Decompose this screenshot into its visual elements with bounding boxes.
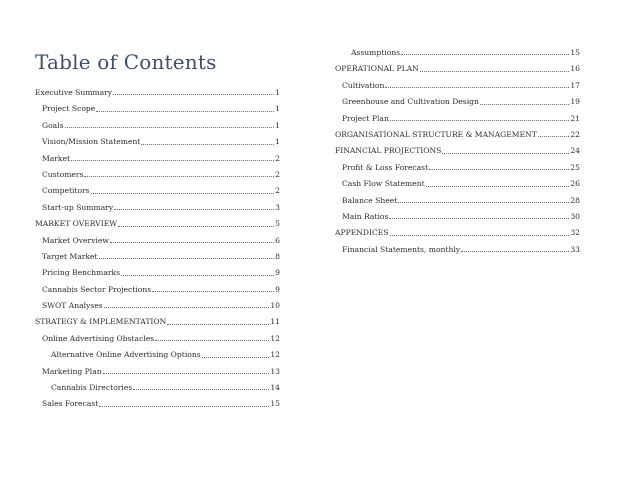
toc-entry[interactable] <box>335 78 580 94</box>
toc-entry-page-number: 1 <box>275 137 280 147</box>
dot-leader <box>103 373 270 374</box>
toc-entry[interactable] <box>35 298 280 314</box>
toc-entry[interactable] <box>335 225 580 241</box>
toc-entry-label: Market Overview <box>42 235 109 245</box>
toc-entry-label: ORGANISATIONAL STRUCTURE & MANAGEMENT <box>335 129 537 139</box>
toc-entry[interactable] <box>35 396 280 412</box>
toc-right-column <box>335 45 580 258</box>
toc-entry[interactable] <box>335 127 580 143</box>
dot-leader <box>141 144 274 145</box>
dot-leader <box>99 406 269 407</box>
dot-leader <box>152 291 274 292</box>
toc-entry[interactable] <box>35 282 280 298</box>
toc-entry-page-number: 30 <box>570 211 580 221</box>
toc-entry[interactable] <box>35 183 280 199</box>
toc-entry-label: FINANCIAL PROJECTIONS <box>335 146 442 156</box>
toc-entry-label: Project Scope <box>42 104 96 114</box>
toc-entry-page-number: 8 <box>275 251 280 261</box>
toc-entry-page-number: 1 <box>275 104 280 114</box>
toc-entry[interactable] <box>35 134 280 150</box>
toc-entry-page-number: 14 <box>270 383 280 393</box>
toc-entry[interactable] <box>35 249 280 265</box>
toc-entry[interactable] <box>335 193 580 209</box>
toc-entry-label: Start-up Summary <box>42 202 114 212</box>
dot-leader <box>429 169 569 170</box>
toc-entry[interactable] <box>35 118 280 134</box>
dot-leader <box>426 186 570 187</box>
dot-leader <box>113 94 274 95</box>
toc-entry[interactable] <box>35 314 280 330</box>
toc-entry-page-number: 2 <box>275 153 280 163</box>
toc-entry-page-number: 3 <box>275 202 280 212</box>
toc-entry-label: Cash Flow Statement <box>342 179 425 189</box>
dot-leader <box>390 235 570 236</box>
toc-entry-label: Marketing Plan <box>42 366 102 376</box>
dot-leader <box>91 193 275 194</box>
toc-entry-page-number: 9 <box>275 268 280 278</box>
toc-entry[interactable] <box>335 209 580 225</box>
toc-entry-label: Project Plan <box>342 113 389 123</box>
toc-entry-page-number: 1 <box>275 88 280 97</box>
toc-entry[interactable] <box>35 85 280 101</box>
toc-entry-page-number: 32 <box>570 228 580 238</box>
toc-entry-label: STRATEGY & IMPLEMENTATION <box>35 317 167 327</box>
page-title: Table of Contents <box>35 50 217 74</box>
toc-left-column <box>35 85 280 413</box>
dot-leader <box>420 71 570 72</box>
toc-entry-page-number: 24 <box>570 146 580 156</box>
toc-entry[interactable] <box>35 233 280 249</box>
dot-leader <box>398 202 569 203</box>
toc-entry[interactable] <box>35 265 280 281</box>
dot-leader <box>99 258 275 259</box>
toc-entry-page-number: 10 <box>270 301 280 311</box>
toc-entry[interactable] <box>35 167 280 183</box>
toc-entry-label: Main Ratios <box>342 211 389 221</box>
dot-leader <box>84 176 274 177</box>
toc-entry-label: Balance Sheet <box>342 195 398 205</box>
toc-entry[interactable] <box>35 331 280 347</box>
dot-leader <box>401 54 569 55</box>
toc-entry-label: Assumptions <box>351 48 401 57</box>
dot-leader <box>167 324 269 325</box>
toc-entry-label: Profit & Loss Forecast <box>342 162 429 172</box>
dot-leader <box>133 389 269 390</box>
toc-entry-label: SWOT Analyses <box>42 301 103 311</box>
toc-entry[interactable] <box>35 216 280 232</box>
toc-entry-page-number: 25 <box>570 162 580 172</box>
dot-leader <box>114 209 274 210</box>
toc-entry-label: Online Advertising Obstacles <box>42 333 155 343</box>
dot-leader <box>538 136 570 137</box>
dot-leader <box>71 160 274 161</box>
dot-leader <box>118 226 274 227</box>
toc-entry-label: Pricing Benchmarks <box>42 268 120 278</box>
toc-entry-label: MARKET OVERVIEW <box>35 219 118 229</box>
dot-leader <box>65 127 275 128</box>
toc-entry[interactable] <box>335 61 580 77</box>
dot-leader <box>96 111 274 112</box>
toc-entry-page-number: 6 <box>275 235 280 245</box>
toc-entry[interactable] <box>35 347 280 363</box>
toc-entry[interactable] <box>35 151 280 167</box>
dot-leader <box>121 275 274 276</box>
dot-leader <box>110 242 274 243</box>
toc-entry-page-number: 33 <box>570 244 580 254</box>
toc-entry[interactable] <box>335 143 580 159</box>
toc-entry-label: OPERATIONAL PLAN <box>335 64 419 74</box>
toc-entry-page-number: 28 <box>570 195 580 205</box>
dot-leader <box>104 307 270 308</box>
toc-entry-label: Alternative Online Advertising Options <box>51 350 201 360</box>
toc-entry[interactable] <box>335 176 580 192</box>
toc-entry-page-number: 5 <box>275 219 280 229</box>
toc-entry[interactable] <box>335 94 580 110</box>
toc-entry-page-number: 15 <box>270 399 280 409</box>
toc-entry-label: Sales Forecast <box>42 399 99 409</box>
toc-entry-page-number: 12 <box>270 333 280 343</box>
toc-entry-page-number: 1 <box>275 120 280 130</box>
dot-leader <box>389 218 569 219</box>
dot-leader <box>390 120 569 121</box>
toc-entry-page-number: 13 <box>270 366 280 376</box>
toc-entry-label: Cannabis Sector Projections <box>42 284 152 294</box>
toc-entry-page-number: 12 <box>270 350 280 360</box>
toc-entry[interactable] <box>335 160 580 176</box>
toc-entry-label: Cannabis Directories <box>51 383 133 393</box>
toc-entry-label: Customers <box>42 169 84 179</box>
dot-leader <box>202 357 270 358</box>
toc-entry-page-number: 17 <box>570 80 580 90</box>
toc-entry[interactable] <box>335 242 580 258</box>
toc-entry-label: Competitors <box>42 186 90 196</box>
toc-entry-page-number: 26 <box>570 179 580 189</box>
toc-entry-label: APPENDICES <box>335 228 389 238</box>
toc-entry[interactable] <box>35 101 280 117</box>
dot-leader <box>480 104 569 105</box>
dot-leader <box>155 340 269 341</box>
toc-entry-page-number: 11 <box>270 317 280 327</box>
toc-entry-page-number: 16 <box>570 64 580 74</box>
toc-entry-page-number: 15 <box>570 48 580 57</box>
toc-entry-label: Market <box>42 153 71 163</box>
dot-leader <box>461 251 569 252</box>
toc-entry-label: Greenhouse and Cultivation Design <box>342 97 479 107</box>
dot-leader <box>385 87 569 88</box>
toc-entry-label: Financial Statements, monthly <box>342 244 461 254</box>
toc-entry[interactable] <box>335 111 580 127</box>
toc-entry[interactable] <box>335 45 580 61</box>
toc-entry-page-number: 22 <box>570 129 580 139</box>
toc-entry-page-number: 2 <box>275 186 280 196</box>
toc-entry[interactable] <box>35 200 280 216</box>
toc-entry-label: Vision/Mission Statement <box>42 137 141 147</box>
toc-entry-label: Target Market <box>42 251 98 261</box>
toc-entry-label: Executive Summary <box>35 88 113 97</box>
toc-entry-label: Cultivation <box>342 80 385 90</box>
toc-entry[interactable] <box>35 380 280 396</box>
dot-leader <box>442 153 569 154</box>
toc-entry[interactable] <box>35 364 280 380</box>
toc-entry-label: Goals <box>42 120 64 130</box>
toc-entry-page-number: 9 <box>275 284 280 294</box>
toc-entry-page-number: 19 <box>570 97 580 107</box>
toc-entry-page-number: 2 <box>275 169 280 179</box>
toc-entry-page-number: 21 <box>570 113 580 123</box>
